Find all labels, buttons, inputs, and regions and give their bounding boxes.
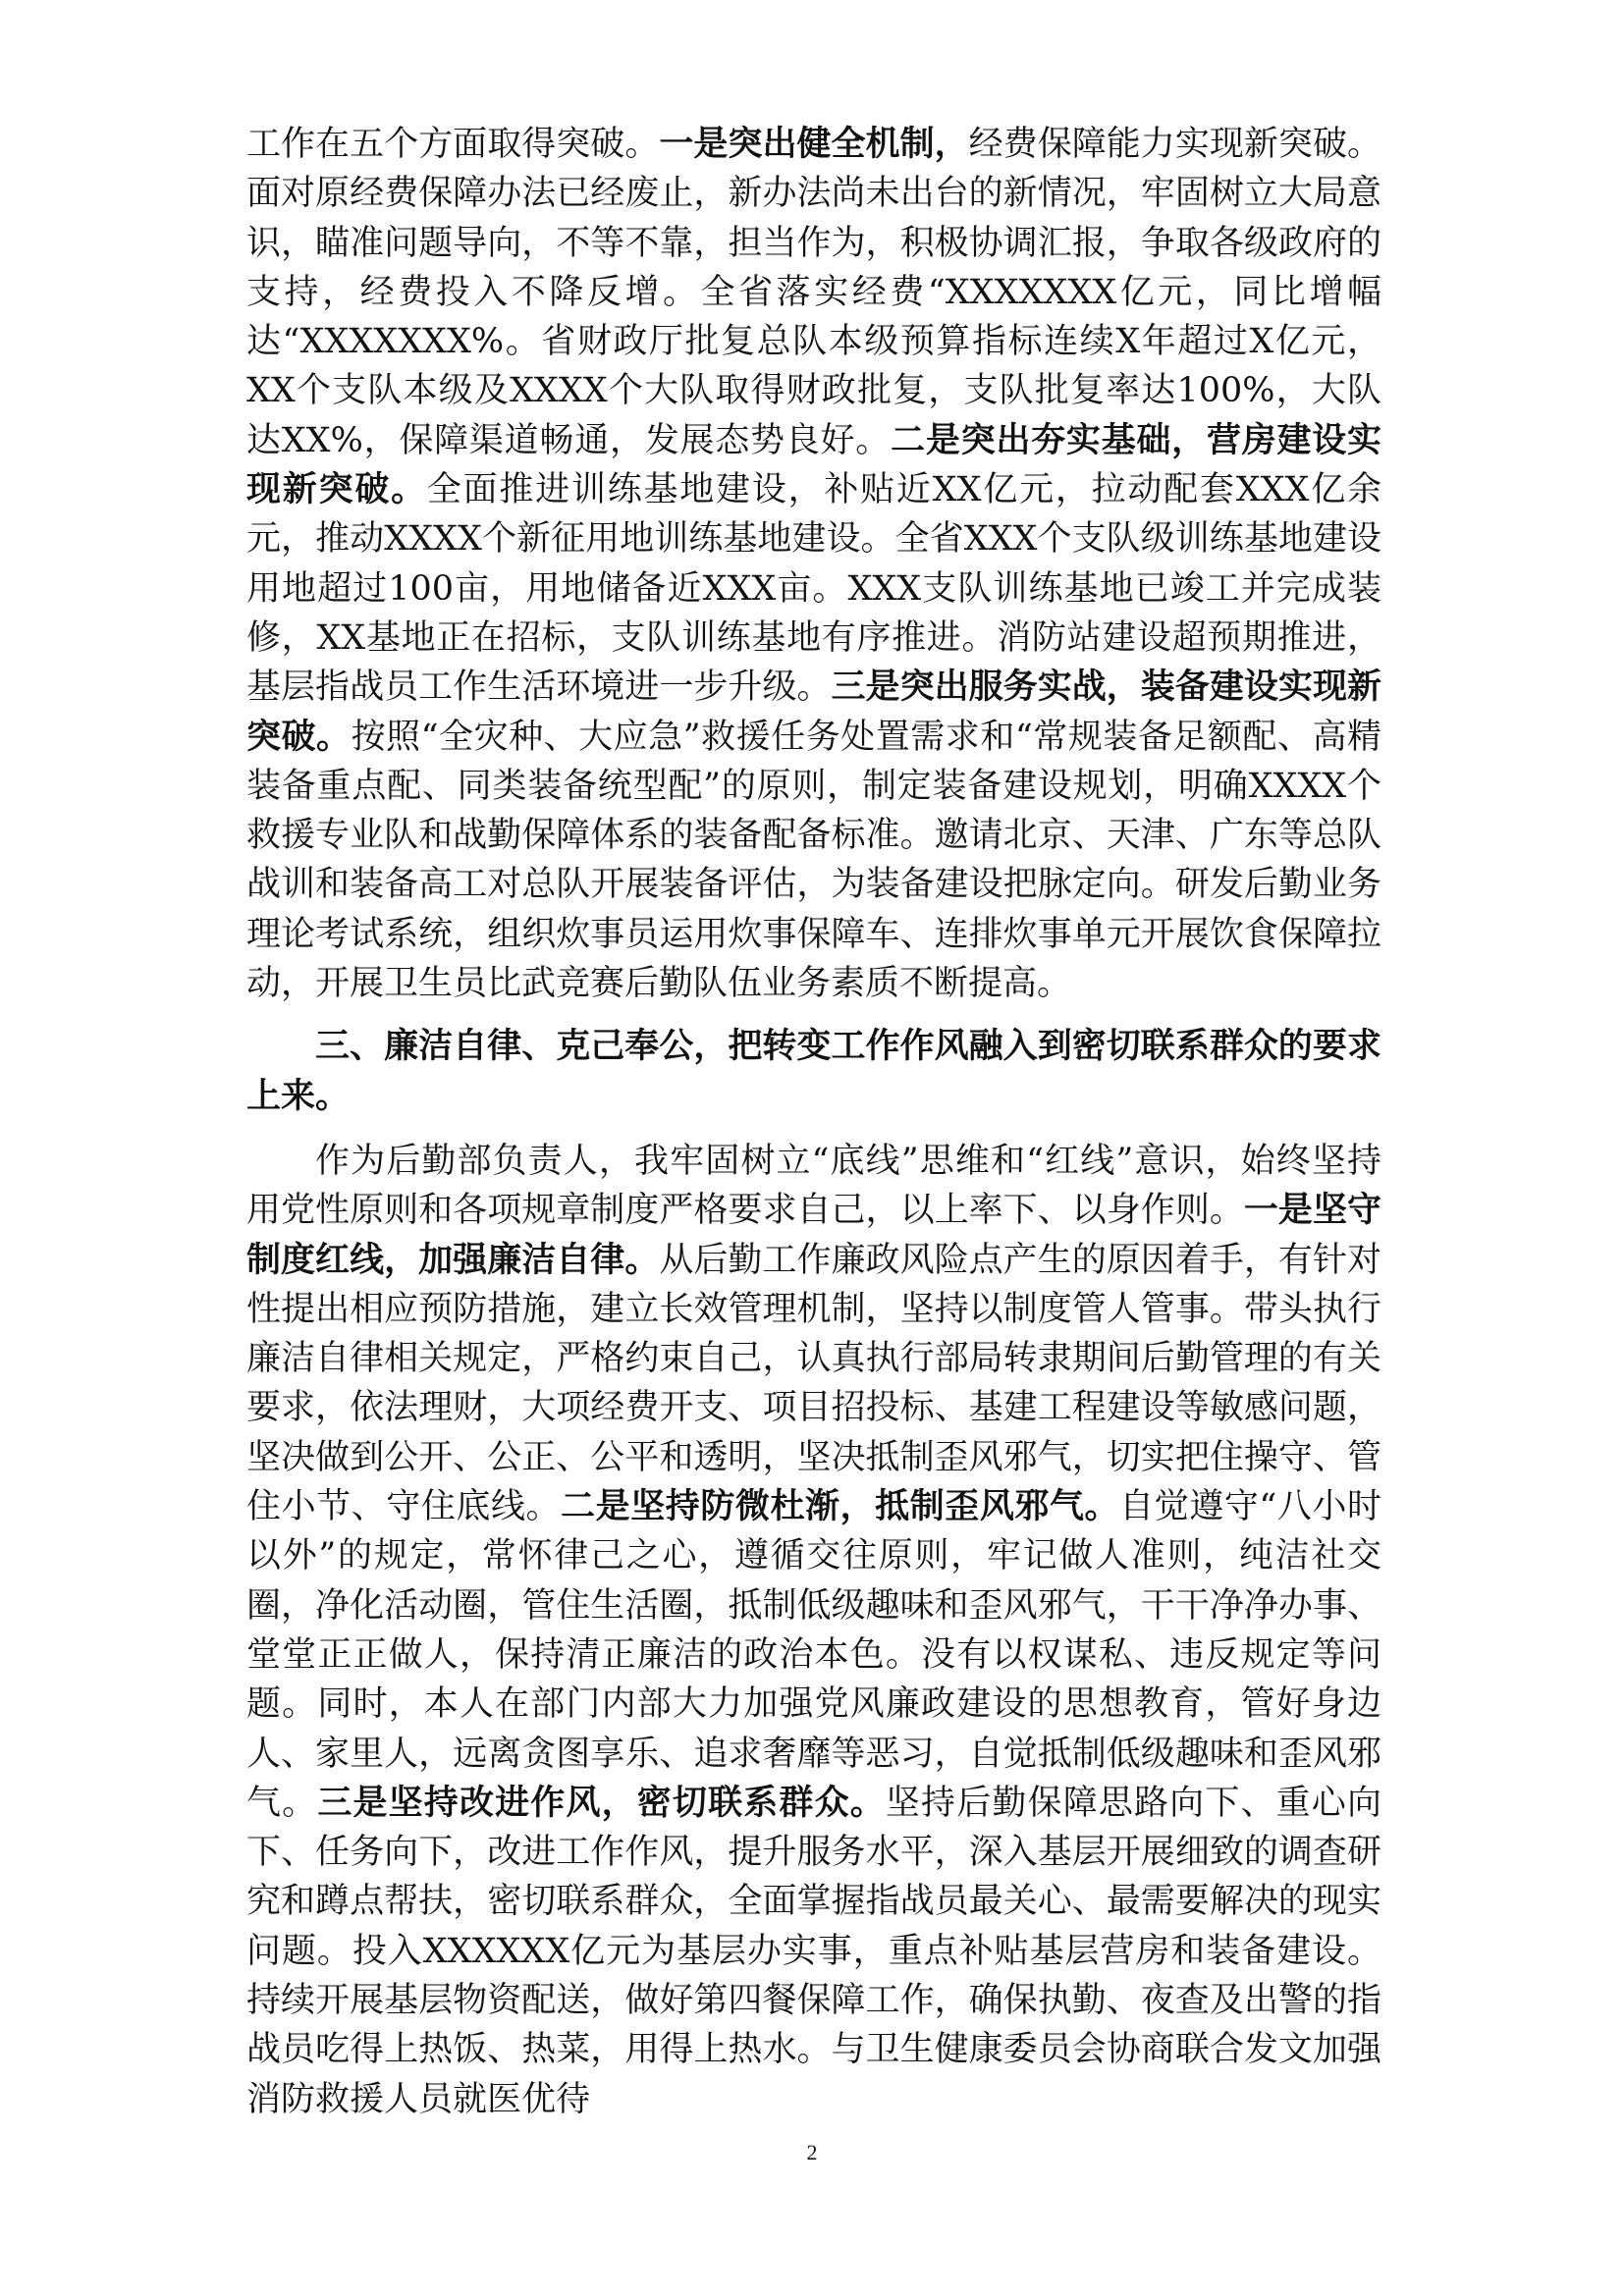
text-segment: 全面推进训练基地建设，补贴近XX亿元，拉动配套XXX亿余元，推动XXXX个新征用地训练基地建设。全省XXX个支队级训练基地建设用地超过100亩，用地储备近XXX亩。XXX支队训练基地已竣工并完成装修，XX基地正在招标，支队训练基地有序推进。消防站建设超预期推进，基层指战员工作生活环境进一步升级。 xyxy=(246,470,1381,708)
bold-point-three-equipment: 三是突出服务实战，装备建设实现新突破。 xyxy=(246,667,1381,757)
document-body xyxy=(246,120,1381,2124)
bold-point-one-red-line: 一是坚守制度红线，加强廉洁自律。 xyxy=(246,1190,1381,1280)
paragraph-achievements xyxy=(246,120,1381,1008)
bold-point-two-barracks: 二是突出夯实基础，营房建设实现新突破。 xyxy=(246,419,1381,510)
page-number: 2 xyxy=(806,2140,818,2164)
text-segment: 工作在五个方面取得突破。 xyxy=(246,125,660,164)
bold-point-one-mechanism: 一是突出健全机制， xyxy=(659,124,969,164)
bold-point-two-prevention: 二是坚持防微杜渐，抵制歪风邪气。 xyxy=(561,1486,1120,1527)
text-segment: 自觉遵守“八小时以外”的规定，常怀律己之心，遵循交往原则，牢记做人准则，纯洁社交圈，净化活动圈，管住生活圈，抵制低级趣味和歪风邪气，干干净净办事、堂堂正正做人，保持清正廉洁的政治本色。没有以权谋私、违反规定等问题。同时，本人在部门内部大力加强党风廉政建设的思想教育，管好身边人、家里人，远离贪图享乐、追求奢靡等恶习，自觉抵制低级趣味和歪风邪气。 xyxy=(246,1487,1381,1823)
bold-point-three-work-style: 三是坚持改进作风，密切联系群众。 xyxy=(317,1782,886,1823)
text-segment: 从后勤工作廉政风险点产生的原因着手，有针对性提出相应预防措施，建立长效管理机制，坚持以制度管人管事。带头执行廉洁自律相关规定，严格约束自己，认真执行部局转隶期间后勤管理的有关要求，依法理财，大项经费开支、项目招投标、基建工程建设等敏感问题，坚决做到公开、公正、公平和透明，坚决抵制歪风邪气，切实把住操守、管住小节、守住底线。 xyxy=(246,1240,1381,1527)
text-segment: 坚持后勤保障思路向下、重心向下、任务向下，改进工作作风，提升服务水平，深入基层开展细致的调查研究和蹲点帮扶，密切联系群众，全面掌握指战员最关心、最需要解决的现实问题。投入XXXXXX亿元为基层办实事，重点补贴基层营房和装备建设。持续开展基层物资配送，做好第四餐保障工作，确保执勤、夜查及出警的指战员吃得上热饭、热菜，用得上热水。与卫生健康委员会协商联合发文加强消防救援人员就医优待 xyxy=(246,1783,1381,2119)
text-segment: 按照“全灾种、大应急”救援任务处置需求和“常规装备足额配、高精装备重点配、同类装备统型配”的原则，制定装备建设规划，明确XXXX个救援专业队和战勤保障体系的装备配备标准。邀请北京、天津、广东等总队战训和装备高工对总队开展装备评估，为装备建设把脉定向。研发后勤业务理论考试系统，组织炊事员运用炊事保障车、连排炊事单元开展饮食保障拉动，开展卫生员比武竞赛后勤队伍业务素质不断提高。 xyxy=(246,717,1381,1004)
text-segment: 作为后勤部负责人，我牢固树立“底线”思维和“红线”意识，始终坚持用党性原则和各项规章制度严格要求自己，以上率下、以身作则。 xyxy=(246,1141,1381,1231)
section-heading-three: 三、廉洁自律、克己奉公，把转变工作作风融入到密切联系群众的要求上来。 xyxy=(246,1026,1381,1116)
paragraph-integrity xyxy=(246,1137,1381,2124)
text-segment: 经费保障能力实现新突破。面对原经费保障办法已经废止，新办法尚未出台的新情况，牢固树立大局意识，瞄准问题导向，不等不靠，担当作为，积极协调汇报，争取各级政府的支持，经费投入不降反增。全省落实经费“XXXXXXX亿元，同比增幅达“XXXXXXX%。省财政厅批复总队本级预算指标连续X年超过X亿元，XX个支队本级及XXXX个大队取得财政批复，支队批复率达100%，大队达XX%，保障渠道畅通，发展态势良好。 xyxy=(246,125,1381,460)
